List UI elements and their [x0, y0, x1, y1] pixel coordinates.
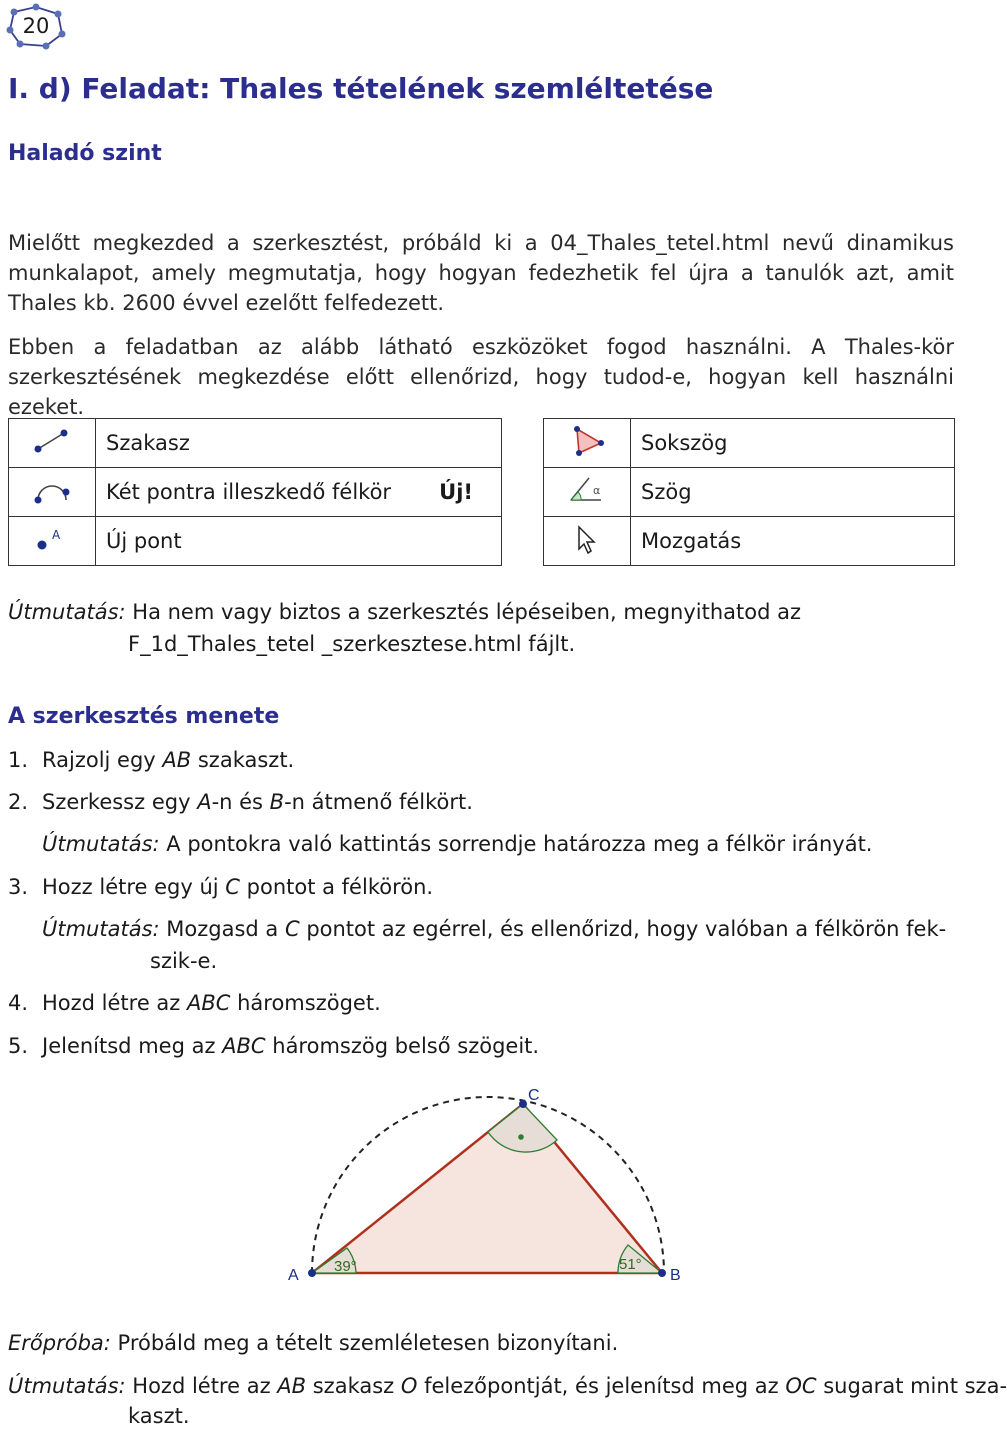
tool-icon-cell [544, 419, 631, 468]
tool-label: Két pontra illeszkedő félkör [106, 480, 392, 504]
tools-table-left [8, 418, 502, 566]
hint-label: Útmutatás: [8, 600, 126, 624]
challenge: Erőpróba: Próbáld meg a tételt szemléletesen bizonyítani. [8, 1331, 619, 1355]
tools-intro-paragraph: Ebben a feladatban az alább látható eszközöket fogod használni. A Thales-kör szerkesztésének megkezdése előtt ellenőrizd, hogy tudod-e, hogyan kell használni ezeket. [8, 335, 954, 419]
triangle-abc [312, 1104, 662, 1273]
tool-row [544, 468, 955, 517]
step-5: 5. Jelenítsd meg az ABC háromszög belső szögeit. [8, 1034, 540, 1058]
tool-icon-cell [544, 468, 631, 517]
svg-text:A: A [52, 527, 61, 542]
point-b [658, 1269, 666, 1277]
hint-1 [8, 596, 801, 628]
step-4: 4. Hozd létre az ABC háromszöget. [8, 991, 381, 1015]
tool-icon-cell [9, 419, 96, 468]
tool-row [544, 419, 955, 468]
tool-row [9, 517, 502, 566]
tool-icon-cell [9, 468, 96, 517]
semicircle-icon [32, 476, 72, 504]
hint-2: Útmutatás: A pontokra való kattintás sorrendje határozza meg a félkör irányát. [42, 832, 873, 856]
point-a [308, 1269, 316, 1277]
tool-row [544, 517, 955, 566]
steps-heading: A szerkesztés menete [8, 704, 280, 729]
label-b: B [670, 1267, 681, 1284]
tool-label: Sokszög [631, 419, 955, 468]
step-1: 1. Rajzolj egy AB szakaszt. [8, 748, 295, 772]
angle-b-value: 51° [619, 1256, 642, 1273]
new-badge: Új! [439, 480, 473, 504]
move-cursor-icon [567, 523, 607, 555]
new-point-icon [32, 525, 72, 553]
svg-text:α: α [593, 483, 601, 497]
tool-label: Szakasz [96, 419, 502, 468]
intro-paragraph: Mielőtt megkezded a szerkesztést, próbáld ki a 04_Thales_tetel.html nevű dinamikus munkalapot, amely megmutatja, hogy hogyan fedezhetik fel újra a tanulók azt, amit Thales kb. 2600 évvel ezelőtt felfedezett. [8, 231, 954, 315]
tool-row [9, 468, 502, 517]
tool-label: Új pont [96, 517, 502, 566]
label-c: C [528, 1087, 540, 1104]
page-number: 20 [22, 14, 50, 38]
segment-icon [32, 427, 72, 455]
hint-1-filename: F_1d_Thales_tetel _szerkesztese.html fájlt. [128, 632, 576, 656]
label-a: A [288, 1267, 299, 1284]
step-3: 3. Hozz létre egy új C pontot a félkörön. [8, 875, 434, 899]
right-angle-dot [518, 1134, 524, 1140]
point-c [519, 1100, 527, 1108]
tool-label: Mozgatás [631, 517, 955, 566]
hint-4-continuation: kaszt. [128, 1404, 190, 1428]
tool-icon-cell [9, 517, 96, 566]
step-2: 2. Szerkessz egy A-n és B-n átmenő félkört. [8, 790, 473, 814]
angle-icon [567, 474, 607, 506]
thales-figure [270, 1080, 690, 1290]
tool-label: Szög [631, 468, 955, 517]
page-title: I. d) Feladat: Thales tételének szemléltetése [8, 72, 714, 105]
hint-3: Útmutatás: Mozgasd a C pontot az egérrel, és ellenőrizd, hogy valóban a félkörön fek- [42, 917, 947, 941]
level-label: Haladó szint [8, 141, 162, 166]
hint-text: Ha nem vagy biztos a szerkesztés lépéseiben, megnyithatod az [132, 600, 801, 624]
tools-table-right [543, 418, 955, 566]
hint-4: Útmutatás: Hozd létre az AB szakasz O felezőpontját, és jelenítsd meg az OC sugarat mint sza- [8, 1374, 1007, 1398]
tool-row [9, 419, 502, 468]
hint-3-continuation: szik-e. [150, 949, 218, 973]
page-number-badge [6, 4, 66, 50]
angle-a-value: 39° [334, 1258, 357, 1275]
tool-icon-cell [544, 517, 631, 566]
polygon-icon [567, 425, 607, 457]
